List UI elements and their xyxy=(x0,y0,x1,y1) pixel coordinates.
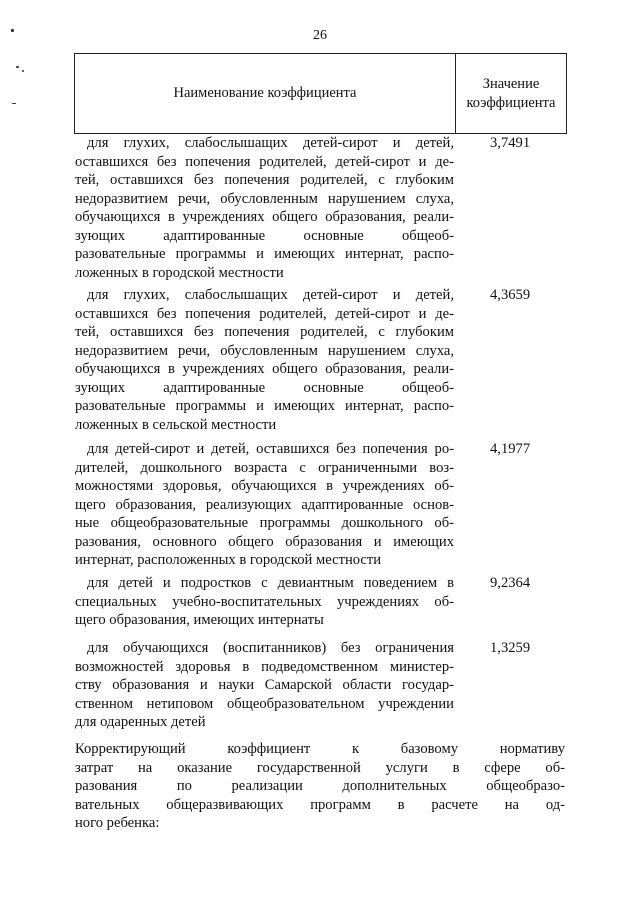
description-line: обучающихся в учреждениях общего образования, реали- xyxy=(75,361,454,377)
coefficient-description xyxy=(75,574,454,630)
description-line: ственном нетиповом общеобразовательном учреждении xyxy=(75,695,454,712)
description-line: зующих адаптированные основные общеоб- xyxy=(75,379,454,396)
description-line: щего образования, реализующих адаптированные основ- xyxy=(75,496,454,513)
header-coefficient-name: Наименование коэффициента xyxy=(75,54,456,133)
description-line: обучающихся в учреждениях общего образования, реали- xyxy=(75,209,454,225)
coefficient-value: 1,3259 xyxy=(490,640,531,656)
header-value-line2: коэффициента xyxy=(466,94,556,111)
description-line: для одаренных детей xyxy=(75,714,206,730)
coefficient-description xyxy=(75,286,454,434)
description-line: для детей-сирот и детей, оставшихся без попечения ро- xyxy=(87,441,454,457)
scan-speck xyxy=(22,70,24,72)
description-line: разовательные программы и имеющих интернат, распо- xyxy=(75,398,454,414)
description-line: для детей и подростков с девиантным поведением в xyxy=(87,575,454,591)
description-line: ложенных в сельской местности xyxy=(75,416,277,433)
description-line: для глухих, слабослышащих детей-сирот и детей, xyxy=(87,135,454,151)
description-line: ные общеобразовательные программы дошкольного об- xyxy=(75,515,454,531)
table-header xyxy=(74,53,567,134)
description-line: ству образования и науки Самарской области государ- xyxy=(75,677,454,693)
description-line: интернат, расположенных в городской местности xyxy=(75,552,382,568)
description-line: щего образования, имеющих интернаты xyxy=(75,612,324,628)
page-number: 26 xyxy=(313,28,327,43)
description-line: недоразвитием речи, обусловленным нарушением слуха, xyxy=(75,342,454,359)
paragraph-line: затрат на оказание государственной услуги в сфере об- xyxy=(75,759,565,776)
description-line: возможностей здоровья в подведомственном министер- xyxy=(75,658,454,675)
description-line: для обучающихся (воспитанников) без ограничения xyxy=(87,640,454,656)
description-line: дителей, дошкольного возраста с ограниченными воз- xyxy=(75,459,454,476)
scan-speck xyxy=(12,103,16,104)
header-coefficient-value xyxy=(456,54,566,133)
description-line: можностями здоровья, обучающихся в учреждениях об- xyxy=(75,478,454,494)
coefficient-value: 3,7491 xyxy=(490,135,531,151)
paragraph-line: вательных общеразвивающих программ в расчете на од- xyxy=(75,796,565,813)
coefficient-description xyxy=(75,134,454,282)
description-line: специальных учебно-воспитательных учреждениях об- xyxy=(75,593,454,610)
description-line: для глухих, слабослышащих детей-сирот и детей, xyxy=(87,287,454,303)
paragraph-line: Корректирующий коэффициент к базовому нормативу xyxy=(75,741,565,757)
description-line: тей, оставшихся без попечения родителей, с глубоким xyxy=(75,324,454,340)
coefficient-value: 4,3659 xyxy=(490,287,531,303)
description-line: разовательные программы и имеющих интернат, распо- xyxy=(75,246,454,262)
paragraph-line: ного ребенка: xyxy=(75,815,160,831)
coefficient-description xyxy=(75,639,454,732)
description-line: оставшихся без попечения родителей, детей-сирот и де- xyxy=(75,153,454,170)
description-line: тей, оставшихся без попечения родителей, с глубоким xyxy=(75,172,454,188)
header-value-line1: Значение xyxy=(482,75,540,92)
coefficient-description xyxy=(75,440,454,570)
coefficient-value: 4,1977 xyxy=(490,441,531,457)
coefficient-value: 9,2364 xyxy=(490,575,531,591)
description-line: разования, основного общего образования и имеющих xyxy=(75,533,454,550)
description-line: зующих адаптированные основные общеоб- xyxy=(75,227,454,244)
description-line: оставшихся без попечения родителей, детей-сирот и де- xyxy=(75,305,454,322)
scan-speck xyxy=(16,66,19,68)
description-line: недоразвитием речи, обусловленным нарушением слуха, xyxy=(75,190,454,207)
correction-coefficient-paragraph xyxy=(75,740,565,833)
paragraph-line: разования по реализации дополнительных общеобразо- xyxy=(75,778,565,794)
description-line: ложенных в городской местности xyxy=(75,264,284,281)
